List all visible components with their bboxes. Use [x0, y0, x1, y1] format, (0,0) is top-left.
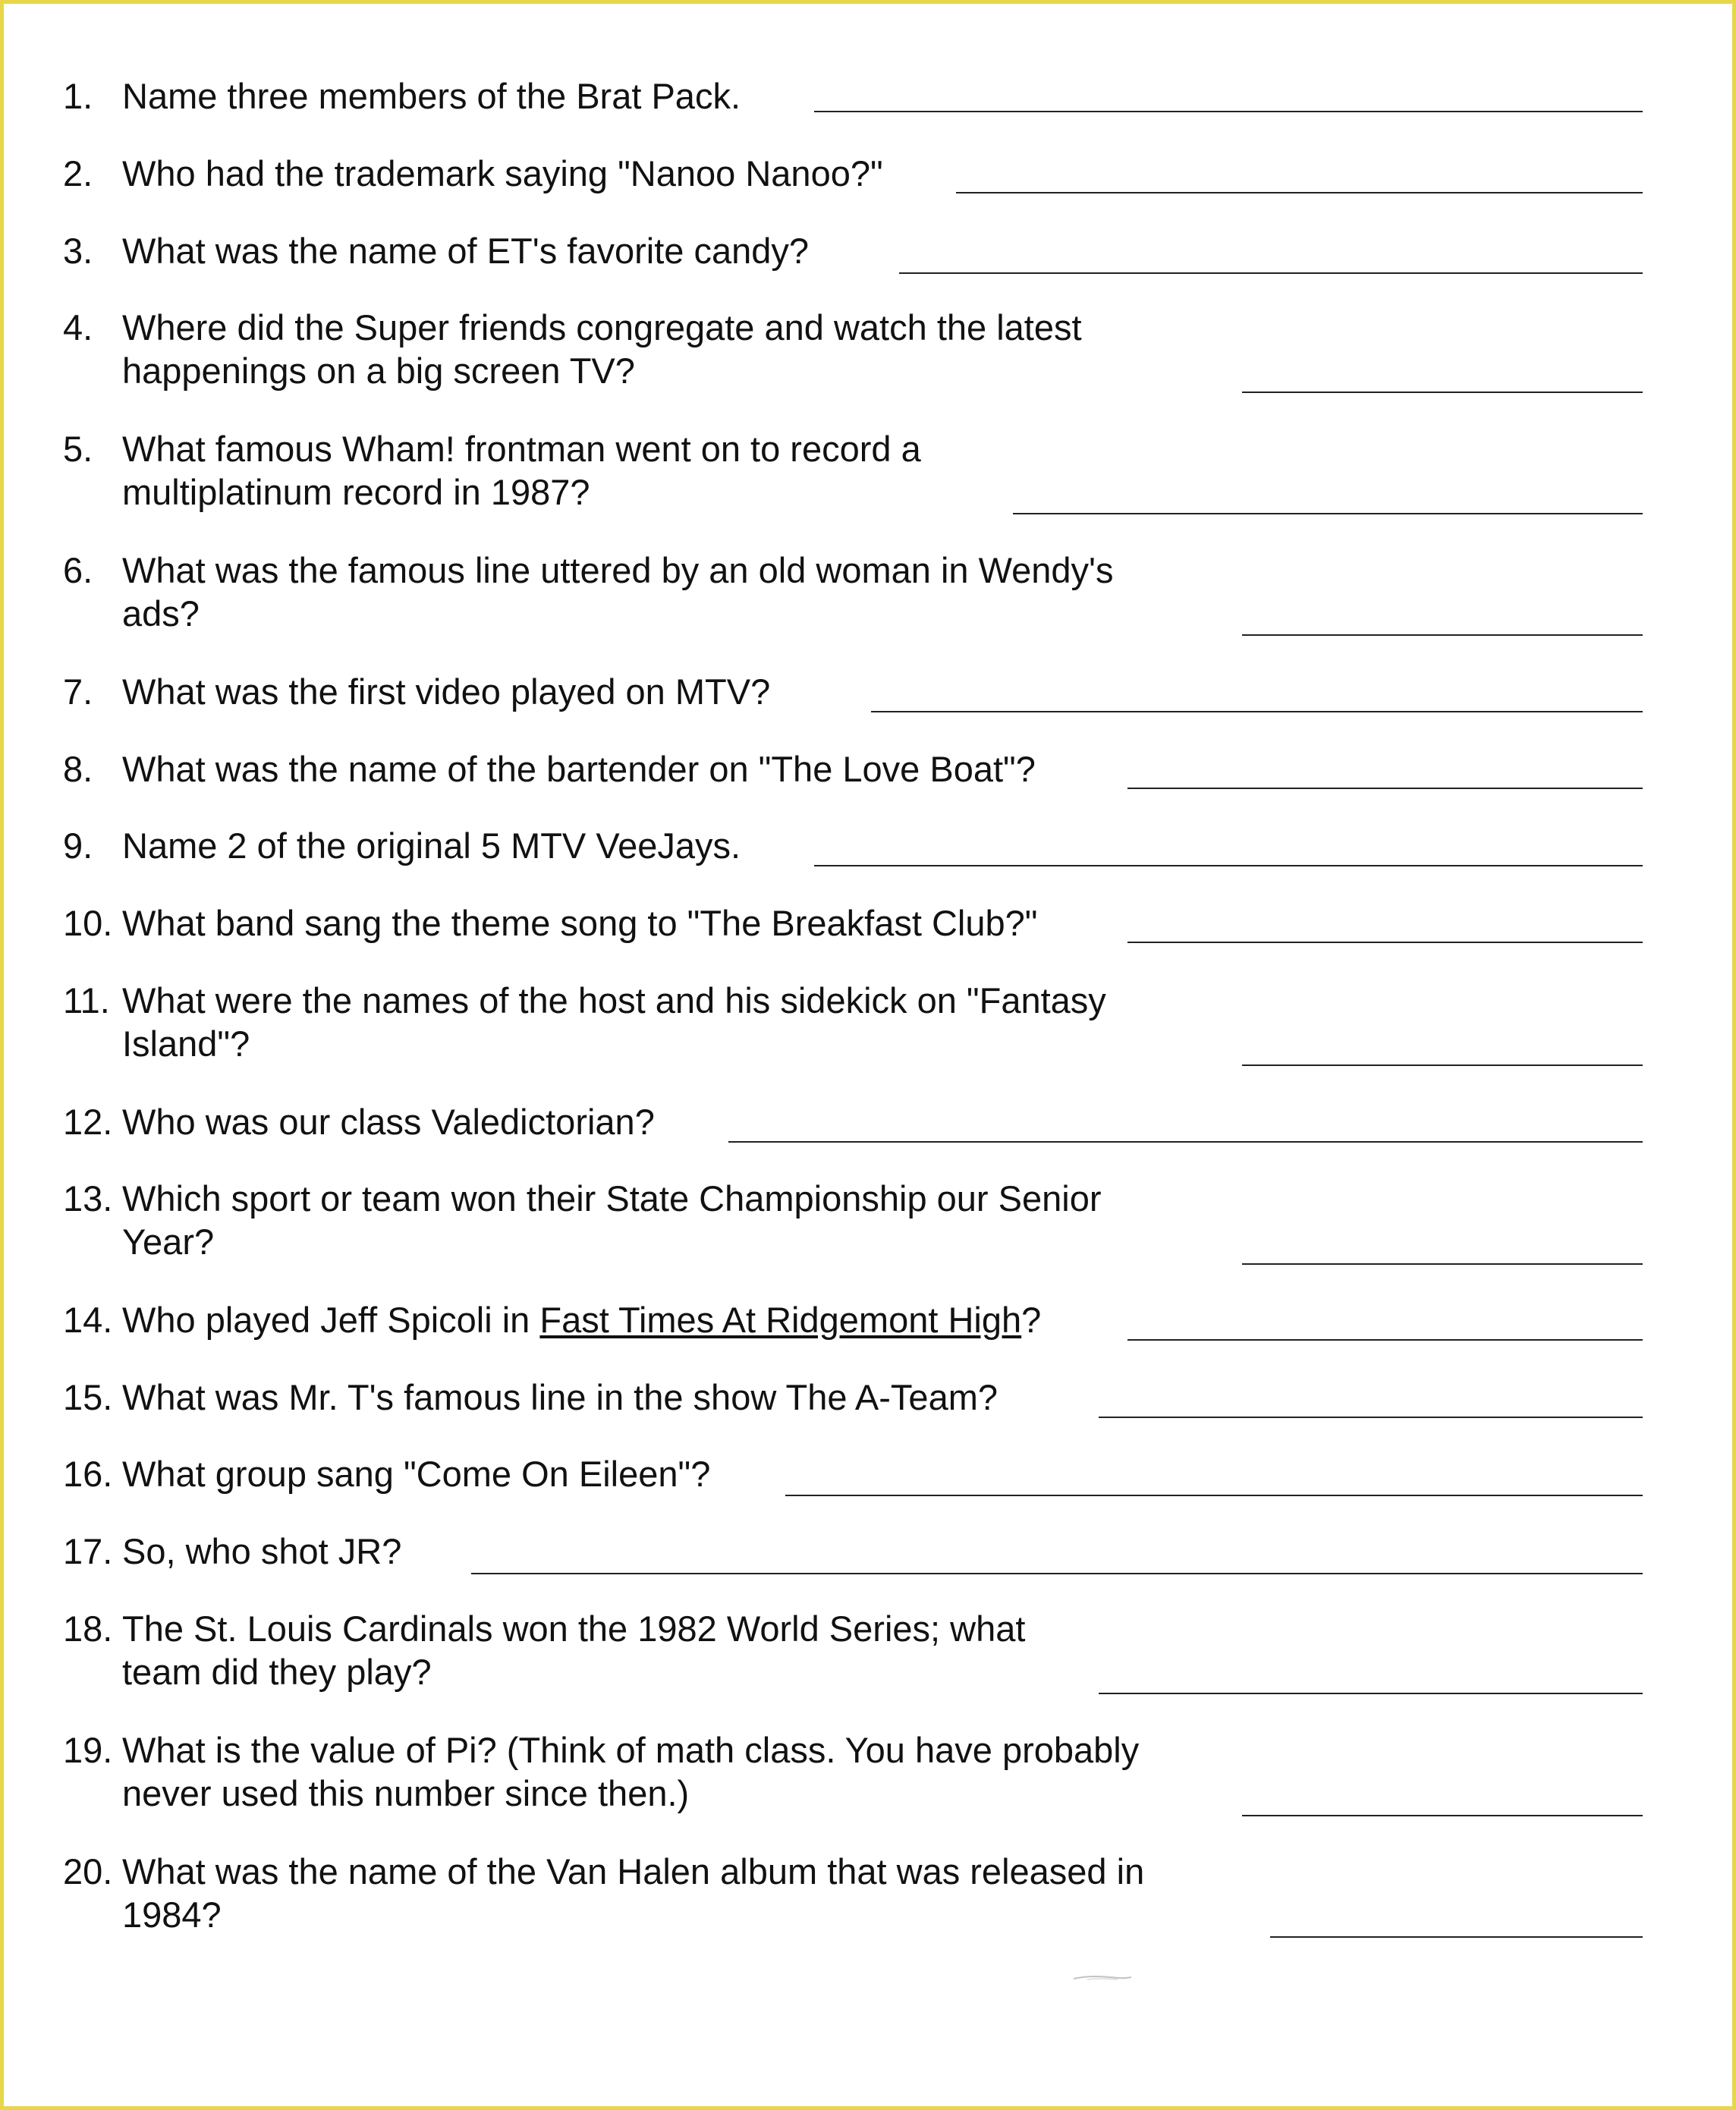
- answer-line[interactable]: [785, 1495, 1643, 1496]
- question-text: Name 2 of the original 5 MTV VeeJays.: [122, 825, 741, 866]
- question-text: What was the first video played on MTV?: [122, 671, 771, 712]
- question-number: 18.: [63, 1608, 113, 1649]
- question-number: 6.: [63, 550, 93, 590]
- answer-line[interactable]: [728, 1141, 1643, 1143]
- movie-title: Fast Times At Ridgemont High: [539, 1300, 1022, 1340]
- question-number: 4.: [63, 307, 93, 347]
- question-number: 14.: [63, 1300, 113, 1340]
- answer-line[interactable]: [1099, 1417, 1643, 1418]
- question-number: 15.: [63, 1377, 113, 1417]
- question-text: Which sport or team won their State Championship our Senior Year?: [122, 1178, 1102, 1262]
- answer-line[interactable]: [1127, 788, 1643, 789]
- question-text-end: ?: [1021, 1300, 1042, 1340]
- answer-line[interactable]: [814, 865, 1643, 866]
- question-text: Where did the Super friends congregate and watch the latest happenings on a big screen TV?: [122, 307, 1082, 391]
- question-number: 9.: [63, 825, 93, 866]
- question-number: 13.: [63, 1178, 113, 1219]
- answer-line[interactable]: [1242, 1263, 1643, 1265]
- answer-line[interactable]: [899, 272, 1643, 274]
- question-text: What was the famous line uttered by an old woman in Wendy's ads?: [122, 550, 1114, 634]
- question-text: Name three members of the Brat Pack.: [122, 76, 741, 116]
- question-number: 8.: [63, 749, 93, 789]
- question-text: Who was our class Valedictorian?: [122, 1102, 655, 1142]
- question-text: What group sang "Come On Eileen"?: [122, 1454, 711, 1494]
- answer-line[interactable]: [1099, 1693, 1643, 1694]
- question-number: 10.: [63, 903, 113, 943]
- question-text: Who had the trademark saying "Nanoo Nanoo?": [122, 153, 883, 193]
- question-text: What was the name of the Van Halen album that was released in 1984?: [122, 1851, 1145, 1935]
- answer-line[interactable]: [471, 1573, 1643, 1574]
- question-number: 16.: [63, 1454, 113, 1494]
- question-number: 11.: [63, 980, 110, 1020]
- answer-line[interactable]: [1242, 1064, 1643, 1066]
- question-text: [122, 1298, 1260, 1341]
- question-text-start: Who played Jeff Spicoli in: [122, 1300, 540, 1340]
- question-text: The St. Louis Cardinals won the 1982 World Series; what team did they play?: [122, 1608, 1026, 1692]
- answer-line[interactable]: [1127, 942, 1643, 943]
- question-text: What band sang the theme song to "The Breakfast Club?": [122, 903, 1038, 943]
- question-list: [4, 4, 1736, 2110]
- question-text: What was the name of ET's favorite candy?: [122, 231, 810, 271]
- scan-smudge-icon: [1072, 1973, 1133, 1983]
- question-number: 19.: [63, 1730, 113, 1770]
- question-text: What was the name of the bartender on "The Love Boat"?: [122, 749, 1036, 789]
- question-text: So, who shot JR?: [122, 1531, 402, 1571]
- question-number: 20.: [63, 1851, 113, 1891]
- question-number: 1.: [63, 76, 93, 116]
- question-text: What is the value of Pi? (Think of math class. You have probably never used this number since then.): [122, 1730, 1140, 1813]
- question-number: 5.: [63, 429, 93, 469]
- question-text: What were the names of the host and his sidekick on "Fantasy Island"?: [122, 980, 1106, 1064]
- question-number: 7.: [63, 671, 93, 712]
- answer-line[interactable]: [1242, 634, 1643, 636]
- answer-line[interactable]: [956, 192, 1643, 193]
- answer-line[interactable]: [1242, 1815, 1643, 1816]
- question-number: 2.: [63, 153, 93, 193]
- answer-line[interactable]: [1270, 1936, 1643, 1938]
- question-text: What was Mr. T's famous line in the show The A-Team?: [122, 1377, 999, 1417]
- answer-line[interactable]: [1127, 1339, 1643, 1341]
- question-number: 12.: [63, 1102, 113, 1142]
- answer-line[interactable]: [1013, 513, 1643, 514]
- question-number: 17.: [63, 1531, 113, 1571]
- answer-line[interactable]: [1242, 391, 1643, 393]
- answer-line[interactable]: [814, 111, 1643, 112]
- answer-line[interactable]: [871, 711, 1643, 712]
- question-number: 3.: [63, 231, 93, 271]
- question-text: What famous Wham! frontman went on to record a multiplatinum record in 1987?: [122, 429, 921, 512]
